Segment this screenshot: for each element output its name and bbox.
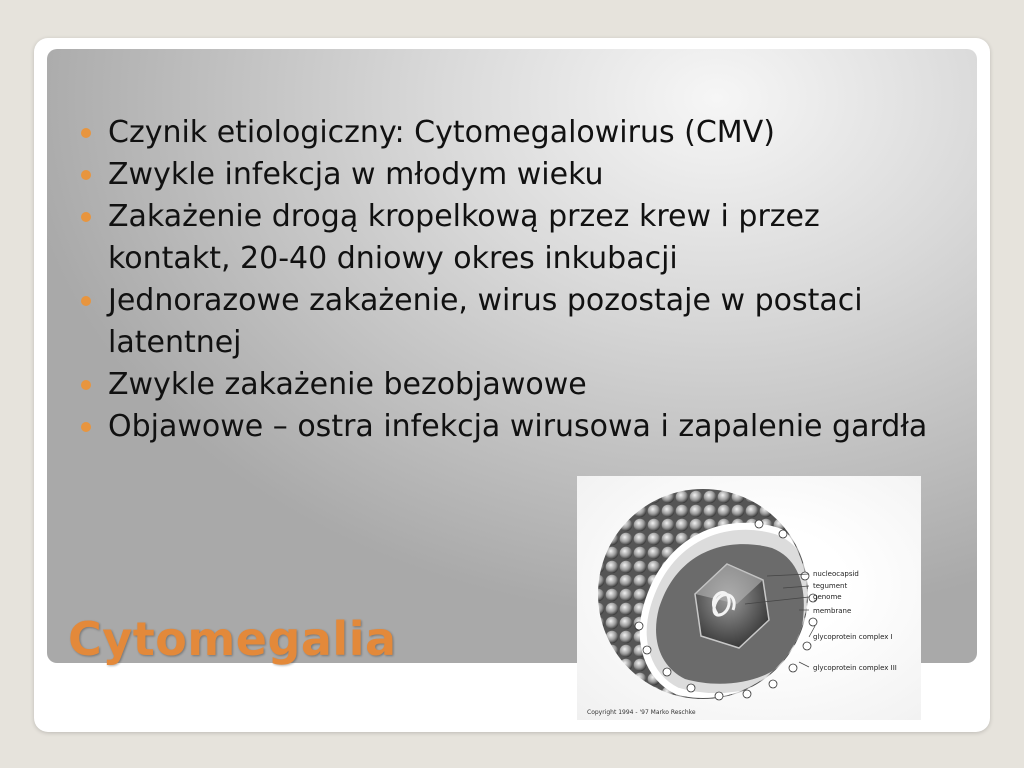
bullet-item bbox=[78, 280, 948, 364]
bullet-item bbox=[78, 112, 948, 154]
image-copyright: Copyright 1994 - '97 Marko Reschke bbox=[587, 709, 696, 716]
bullet-dot-icon bbox=[81, 296, 91, 306]
bullet-dot-icon bbox=[81, 380, 91, 390]
bullet-dot-icon bbox=[81, 422, 91, 432]
bullet-text: Objawowe – ostra infekcja wirusowa i zapalenie gardła bbox=[108, 409, 928, 444]
bullet-dot-icon bbox=[81, 212, 91, 222]
bullet-text: Zwykle zakażenie bezobjawowe bbox=[108, 367, 587, 402]
bullet-text: Zwykle infekcja w młodym wieku bbox=[108, 157, 604, 192]
bullet-text: Czynik etiologiczny: Cytomegalowirus (CMV) bbox=[108, 115, 775, 150]
bullet-dot-icon bbox=[81, 170, 91, 180]
bullet-dot-icon bbox=[81, 128, 91, 138]
label-membrane: membrane bbox=[813, 607, 852, 615]
label-glycoprotein-complex-3: glycoprotein complex III bbox=[813, 664, 897, 672]
label-tegument: tegument bbox=[813, 582, 848, 590]
bullet-list bbox=[78, 112, 948, 448]
bullet-item bbox=[78, 154, 948, 196]
label-glycoprotein-complex-1: glycoprotein complex I bbox=[813, 633, 893, 641]
bullet-text: Zakażenie drogą kropelkową przez krew i przez kontakt, 20-40 dniowy okres inkubacji bbox=[108, 199, 820, 276]
virus-diagram-image bbox=[577, 476, 921, 720]
bullet-item bbox=[78, 364, 948, 406]
virus-diagram-svg bbox=[577, 476, 921, 720]
bullet-text: Jednorazowe zakażenie, wirus pozostaje w postaci latentnej bbox=[108, 283, 863, 360]
label-nucleocapsid: nucleocapsid bbox=[813, 570, 859, 578]
label-genome: genome bbox=[813, 593, 842, 601]
bullet-item bbox=[78, 406, 948, 448]
bullet-item bbox=[78, 196, 948, 280]
slide-title: Cytomegalia bbox=[68, 612, 397, 666]
